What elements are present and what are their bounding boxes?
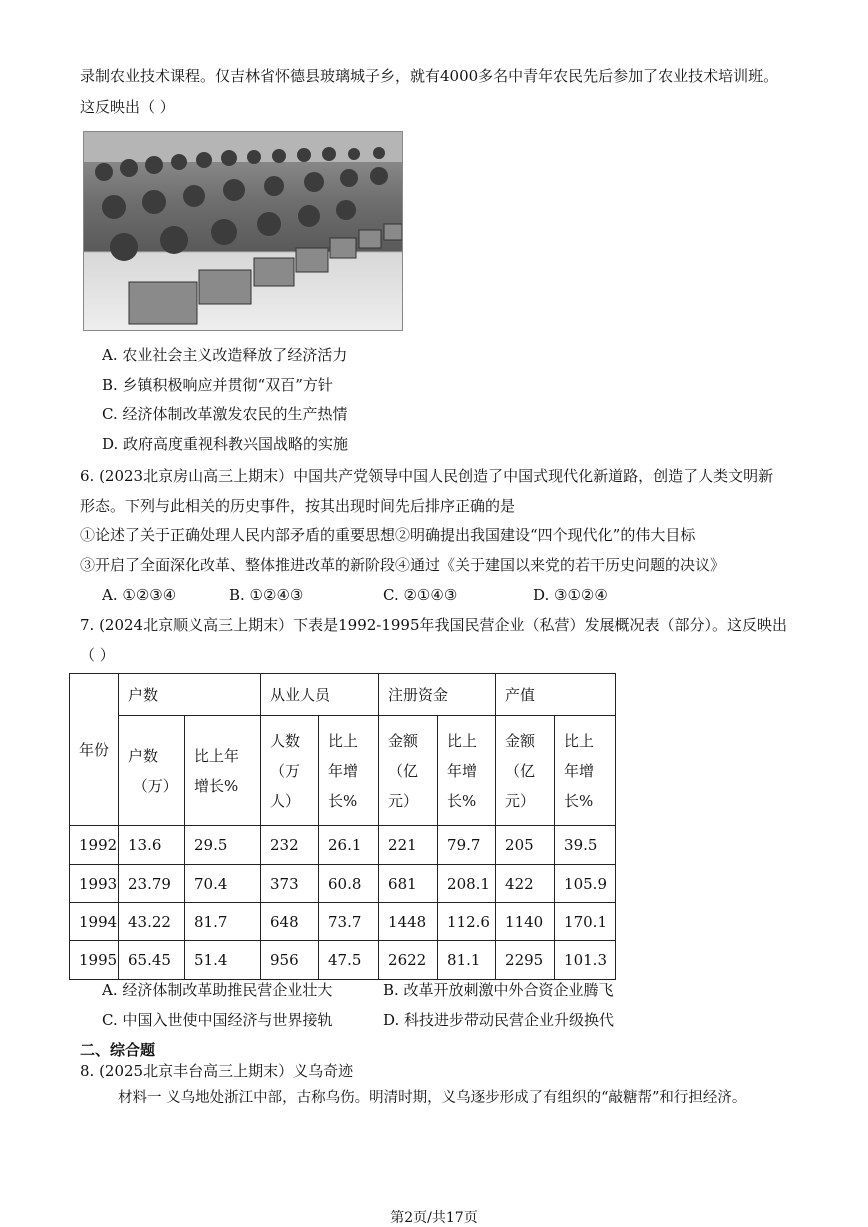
table-subheader: 比上 年增 长% [555,716,616,826]
q7-option-a: A. 经济体制改革助推民营企业壮大 [102,981,333,999]
table-cell: 1995 [70,941,119,980]
table-cell: 29.5 [185,826,261,865]
q7-option-c: C. 中国入世使中国经济与世界接轨 [102,1011,333,1029]
table-cell: 221 [379,826,438,865]
table-cell: 1992 [70,826,119,865]
table-cell: 65.45 [119,941,185,980]
table-cell: 60.8 [319,865,379,903]
q8-material: 材料一 义乌地处浙江中部，古称乌伤。明清时期，义乌逐步形成了有组织的“敲糖帮”和行担经济。 [118,1090,747,1106]
intro-line-2: 这反映出（ ） [80,98,175,116]
table-cell: 39.5 [555,826,616,865]
table-cell: 51.4 [185,941,261,980]
table-cell: 1448 [379,903,438,941]
q5-option-c: C. 经济体制改革激发农民的生产热情 [102,405,348,423]
table-row [70,826,616,865]
enterprise-table [69,673,616,980]
table-cell: 1993 [70,865,119,903]
table-header-year: 年份 [70,674,119,826]
q6-line-2: 形态。下列与此相关的历史事件，按其出现时间先后排序正确的是 [80,497,516,515]
q6-line-1: 6. (2023北京房山高三上期末）中国共产党领导中国人民创造了中国式现代化新道路，创造了人类文明新 [80,467,774,485]
table-cell: 13.6 [119,826,185,865]
q6-option-d: D. ③①②④ [533,586,608,604]
table-subheader: 户数 （万） [119,716,185,826]
table-cell: 112.6 [438,903,496,941]
q6-option-c: C. ②①④③ [383,586,458,604]
table-header-output: 产值 [496,674,616,716]
table-cell: 956 [261,941,319,980]
q7-option-b: B. 改革开放刺激中外合资企业腾飞 [383,981,614,999]
table-row [70,865,616,903]
table-cell: 101.3 [555,941,616,980]
intro-line-1: 录制农业技术课程。仅吉林省怀德县玻璃城子乡，就有4000多名中青年农民先后参加了农业技术培训班。 [80,67,779,85]
table-cell: 205 [496,826,555,865]
table-subheader: 金额 （亿 元） [379,716,438,826]
q7-line-1: 7. (2024北京顺义高三上期末）下表是1992-1995年我国民营企业（私营）发展概况表（部分）。这反映出 [80,616,788,634]
page-footer: 第2页/共17页 [390,1210,478,1226]
q5-option-a: A. 农业社会主义改造释放了经济活力 [102,346,348,364]
table-subheader: 比上年 增长% [185,716,261,826]
table-cell: 81.1 [438,941,496,980]
table-cell: 1994 [70,903,119,941]
q6-option-b: B. ①②④③ [229,586,304,604]
table-header-households: 户数 [119,674,261,716]
table-cell: 105.9 [555,865,616,903]
table-cell: 2295 [496,941,555,980]
table-cell: 170.1 [555,903,616,941]
table-cell: 208.1 [438,865,496,903]
q7-option-d: D. 科技进步带动民营企业升级换代 [383,1011,615,1029]
table-cell: 232 [261,826,319,865]
q8-line-1: 8. (2025北京丰台高三上期末）义乌奇迹 [80,1062,354,1080]
section-title: 二、综合题 [80,1041,156,1059]
classroom-photo [83,131,403,331]
table-cell: 43.22 [119,903,185,941]
table-subheader: 比上 年增 长% [319,716,379,826]
table-subheader: 比上 年增 长% [438,716,496,826]
q6-line-4: ③开启了全面深化改革、整体推进改革的新阶段④通过《关于建国以来党的若干历史问题的决议》 [80,556,726,574]
table-cell: 47.5 [319,941,379,980]
q5-option-b: B. 乡镇积极响应并贯彻“双百”方针 [102,376,333,394]
table-cell: 2622 [379,941,438,980]
table-cell: 79.7 [438,826,496,865]
q6-line-3: ①论述了关于正确处理人民内部矛盾的重要思想②明确提出我国建设“四个现代化”的伟大目标 [80,526,696,544]
table-row [70,941,616,980]
table-cell: 73.7 [319,903,379,941]
table-subheader: 金额 （亿 元） [496,716,555,826]
table-header-employees: 从业人员 [261,674,379,716]
table-cell: 70.4 [185,865,261,903]
table-cell: 81.7 [185,903,261,941]
table-header-capital: 注册资金 [379,674,496,716]
table-cell: 422 [496,865,555,903]
q6-option-a: A. ①②③④ [102,586,177,604]
table-cell: 23.79 [119,865,185,903]
table-cell: 373 [261,865,319,903]
q5-option-d: D. 政府高度重视科教兴国战略的实施 [102,435,349,453]
q7-line-2: （ ） [80,646,115,664]
table-cell: 681 [379,865,438,903]
table-cell: 26.1 [319,826,379,865]
table-subheader: 人数 （万 人） [261,716,319,826]
table-row [70,903,616,941]
table-cell: 1140 [496,903,555,941]
table-cell: 648 [261,903,319,941]
